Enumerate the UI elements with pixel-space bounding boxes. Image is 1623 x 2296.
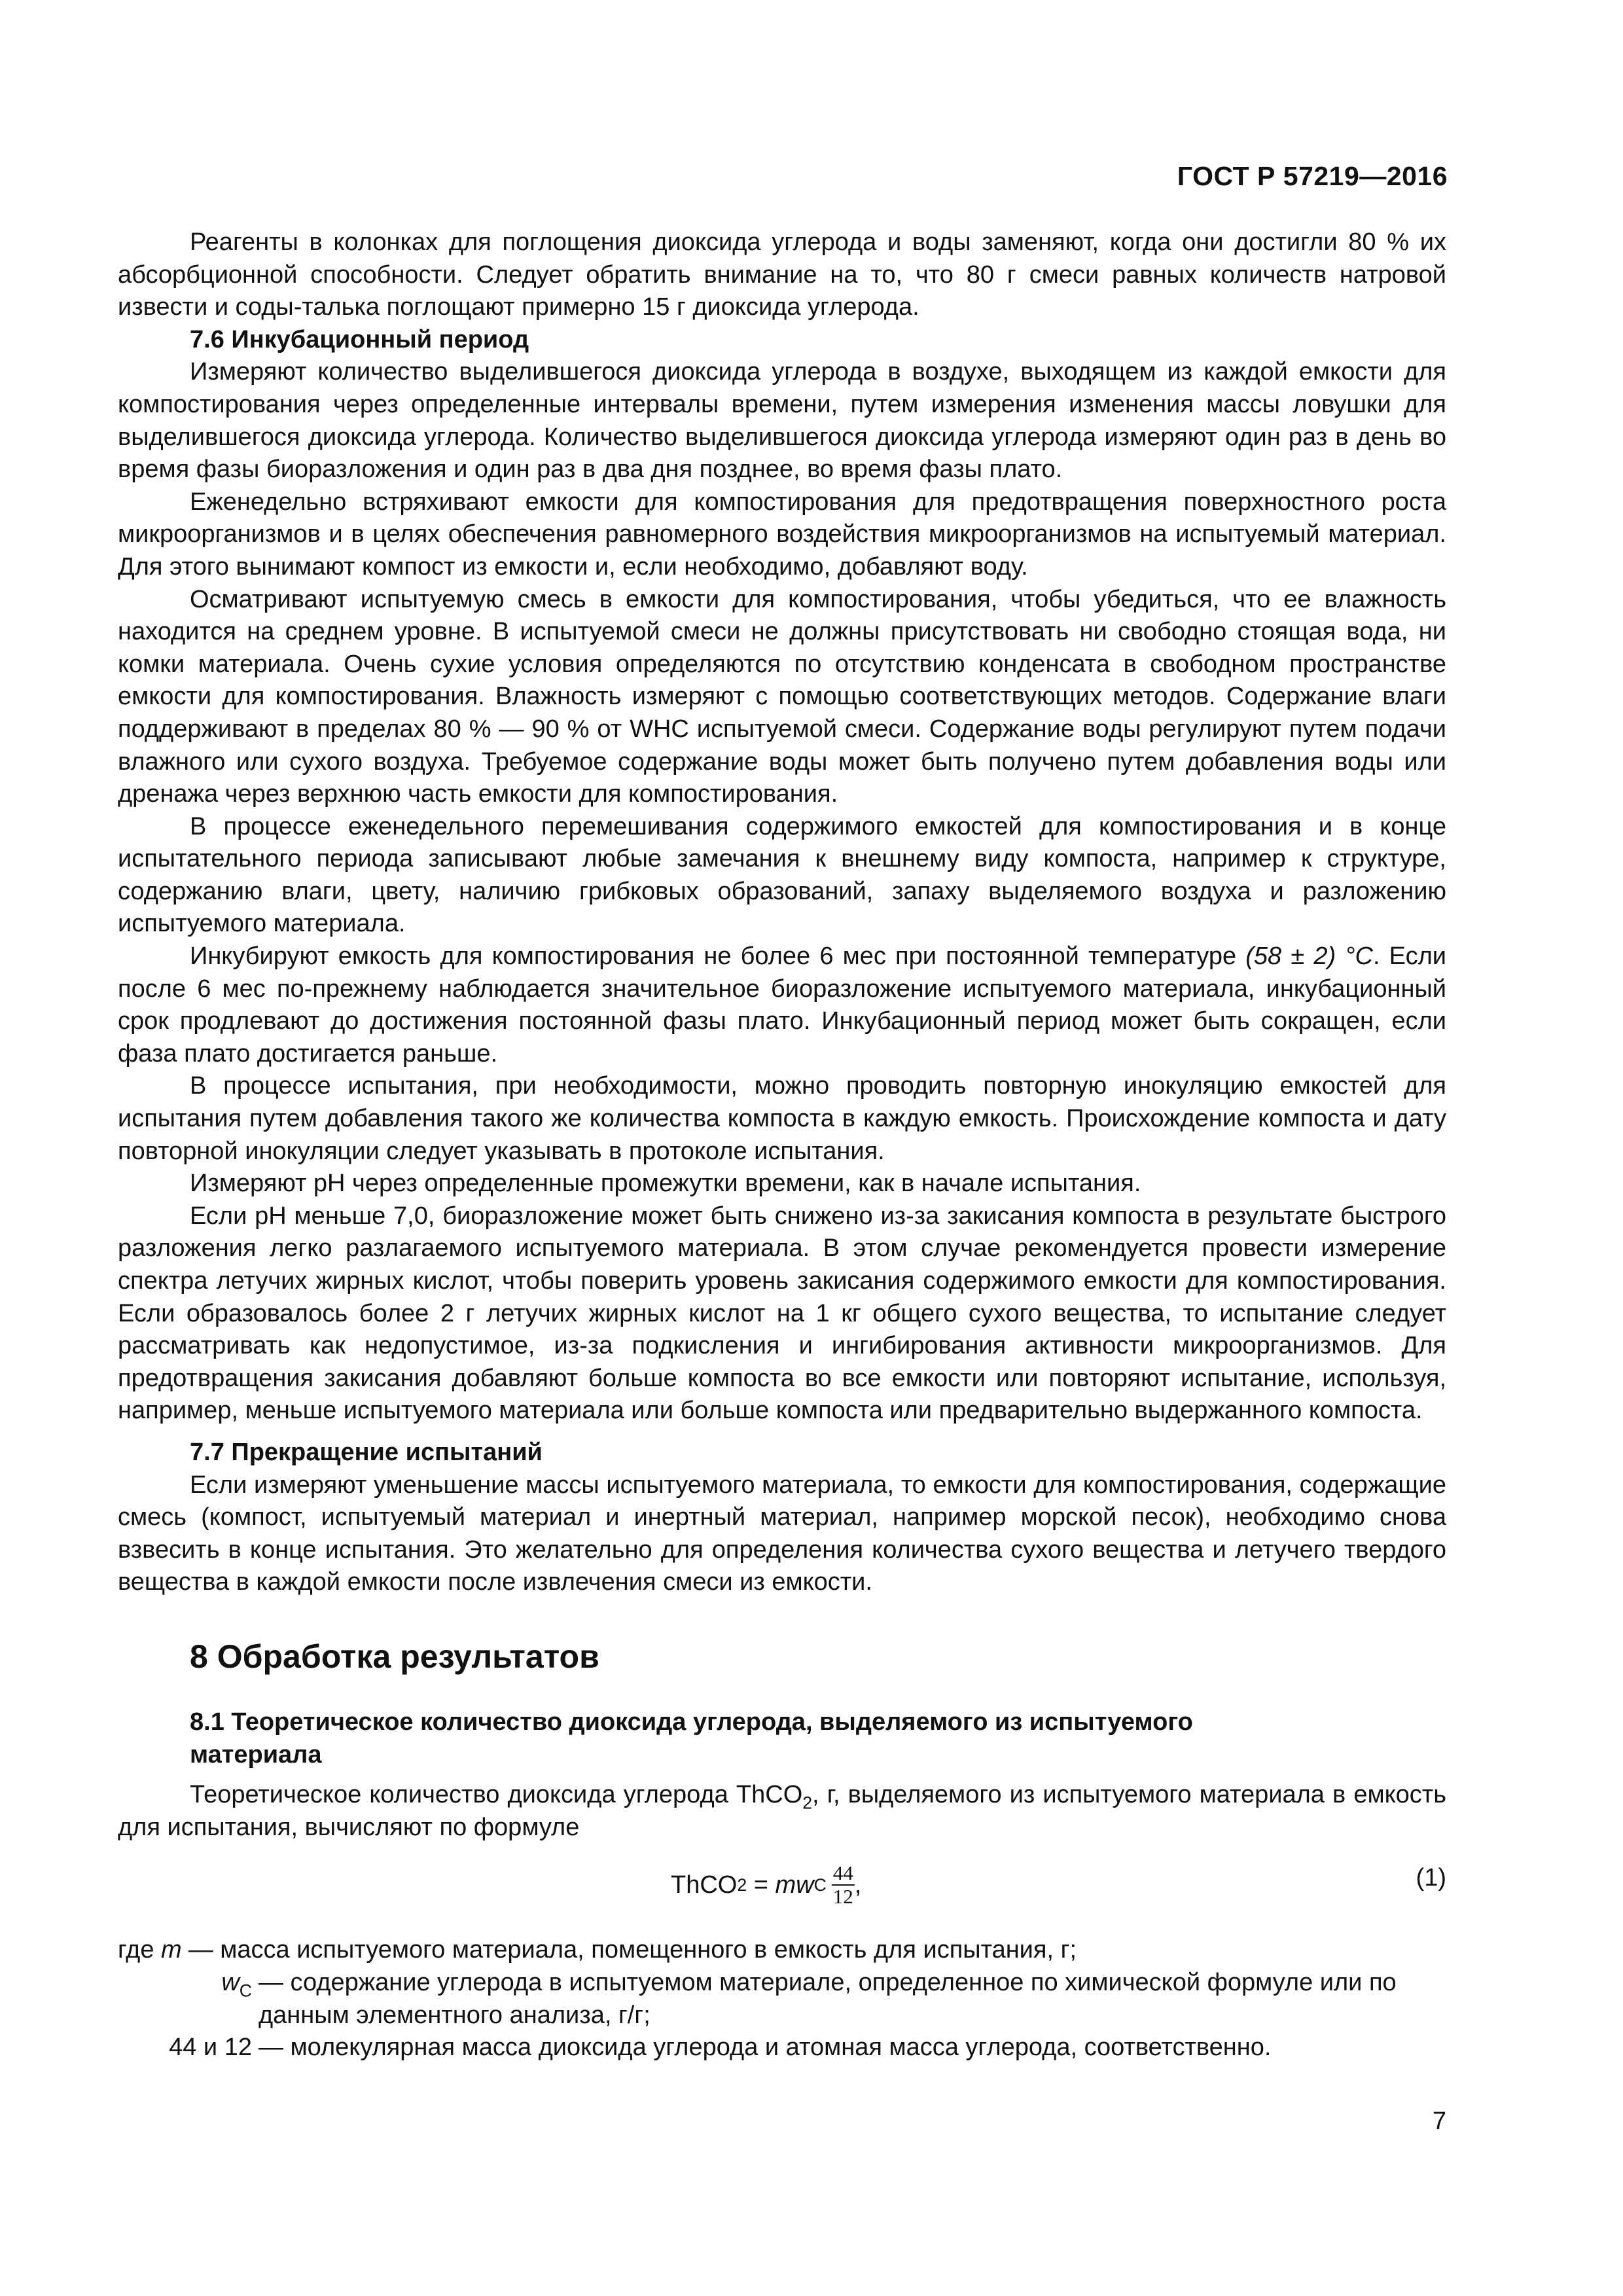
formula-denominator: 12: [832, 1885, 853, 1909]
temperature-value: (58 ± 2) °С: [1245, 942, 1373, 971]
document-designation: ГОСТ Р 57219—2016: [1177, 161, 1448, 191]
definition-term: [118, 1967, 259, 2032]
paragraph-7-6-5: [118, 941, 1446, 1070]
definition-m: [118, 1934, 1446, 1967]
section-7-7-heading: 7.7 Прекращение испытаний: [190, 1438, 543, 1466]
definition-description: — содержание углерода в испытуемом материале, определенное по химической формуле или по данным элементного анализа, г/г;: [259, 1968, 1397, 2029]
definition-symbol-w-subscript: C: [239, 1981, 252, 2001]
definition-symbol-m: m: [161, 1936, 182, 1964]
paragraph-8-1-1-start: Теоретическое количество диоксида углерода ThCO: [190, 1781, 803, 1809]
section-8-1-heading: [118, 1706, 1446, 1771]
definition-symbol-w: w: [221, 1968, 240, 1996]
section-8-1-heading-line1: 8.1 Теоретическое количество диоксида углерода, выделяемого из испытуемого: [190, 1708, 1193, 1736]
formula-number: (1): [1416, 1864, 1446, 1892]
paragraph-7-7-1: Если измеряют уменьшение массы испытуемого материала, то емкости для компостирования, содержащие смесь (компост, испытуемый материал и инертный материал, например морской песок), необходимо снова взвесить в конце испытания. Это желательно для определения количества сухого вещества и летучего твердого вещества в каждой емкости после извлечения смеси из емкости.: [118, 1471, 1446, 1596]
paragraph-7-6-4: В процессе еженедельного перемешивания содержимого емкостей для компостирования и в конце испытательного периода записывают любые замечания к внешнему виду компоста, например к структуре, содержанию влаги, цвету, наличию грибковых образований, запаху выделяемого воздуха и разложению испытуемого материала.: [118, 812, 1446, 938]
formula-equals: =: [747, 1871, 776, 1899]
paragraph-8-1-1-end: , г, выделяемого из испытуемого материала в емкость для испытания, вычисляют по формуле: [118, 1781, 1446, 1841]
definition-44-12: [118, 2032, 1446, 2064]
page-number: 7: [1432, 2108, 1446, 2135]
section-8-1-heading-line2: материала: [190, 1740, 322, 1768]
definitions-list: [118, 1934, 1446, 2064]
co2-subscript: 2: [802, 1793, 813, 1813]
formula-expression: ThCO 2 = m w C $\frac{44}{12}$ ,: [671, 1861, 862, 1909]
paragraph-8-1-1: [118, 1779, 1446, 1844]
paragraph-reagents: Реагенты в колонках для поглощения диоксида углерода и воды заменяют, когда они достигли 80 % их абсорбционной способности. Следует обратить внимание на то, что 80 г смеси равных количеств натровой извести и соды-талька поглощают примерно 15 г диоксида углерода.: [118, 228, 1446, 321]
paragraph-7-6-5-end: . Если после 6 мес по-прежнему наблюдается значительное биоразложение испытуемого материала, инкубационный срок продлевают до достижения постоянной фазы плато. Инкубационный период может быть сокращен, если фаза плато достигается раньше.: [118, 942, 1446, 1067]
definition-wc: [118, 1967, 1446, 2032]
definition-lead-word: где: [118, 1936, 154, 1964]
section-7-6-heading: 7.6 Инкубационный период: [190, 325, 529, 353]
formula-1: [118, 1850, 1446, 1929]
formula-fraction: [832, 1862, 855, 1908]
paragraph-7-6-8: Если рН меньше 7,0, биоразложение может быть снижено из-за закисания компоста в результате быстрого разложения легко разлагаемого испытуемого материала. В этом случае рекомендуется провести измерение спектра летучих жирных кислот, чтобы поверить уровень закисания содержимого емкости для компостирования. Если образовалось более 2 г летучих жирных кислот на 1 кг общего сухого вещества, то испытание следует рассматривать как недопустимое, из-за подкисления и ингибирования активности микроорганизмов. Для предотвращения закисания добавляют больше компоста во все емкости или повторяют испытание, используя, например, меньше испытуемого материала или больше компоста или предварительно выдержанного компоста.: [118, 1202, 1446, 1425]
definition-description: — молекулярная масса диоксида углерода и атомная масса углерода, соответственно.: [259, 2034, 1272, 2062]
paragraph-7-6-1: Измеряют количество выделившегося диоксида углерода в воздухе, выходящем из каждой емкости для компостирования через определенные интервалы времени, путем измерения изменения массы ловушки для выделившегося диоксида углерода. Количество выделившегося диоксида углерода измеряют один раз в день во время фазы биоразложения и один раз в два дня позднее, во время фазы плато.: [118, 358, 1446, 484]
formula-trailing-comma: ,: [854, 1871, 862, 1899]
paragraph-7-6-6: В процессе испытания, при необходимости, можно проводить повторную инокуляцию емкостей для испытания путем добавления такого же количества компоста в каждую емкость. Происхождение компоста и дату повторной инокуляции следует указывать в протоколе испытания.: [118, 1072, 1446, 1165]
paragraph-7-6-2: Еженедельно встряхивают емкости для компостирования для предотвращения поверхностного роста микроорганизмов и в целях обеспечения равномерного воздействия микроорганизмов на испытуемый материал. Для этого вынимают компост из емкости и, если необходимо, добавляют воду.: [118, 488, 1446, 581]
page-body: [118, 226, 1446, 2064]
section-8-heading: 8 Обработка результатов: [190, 1638, 599, 1675]
formula-lhs: ThCO: [671, 1871, 738, 1899]
definition-term: 44 и 12: [169, 2034, 252, 2062]
formula-numerator: 44: [832, 1861, 853, 1885]
definition-term: [118, 1934, 188, 1967]
paragraph-7-6-3: Осматривают испытуемую смесь в емкости для компостирования, чтобы убедиться, что ее влажность находится на среднем уровне. В испытуемой смеси не должны присутствовать ни свободно стоящая вода, ни комки материала. Очень сухие условия определяются по отсутствию конденсата в свободном пространстве емкости для компостирования. Влажность измеряют с помощью соответствующих методов. Содержание влаги поддерживают в пределах 80 % — 90 % от WHC испытуемой смеси. Содержание воды регулируют путем подачи влажного или сухого воздуха. Требуемое содержание воды может быть получено путем добавления воды или дренажа через верхнюю часть емкости для компостирования.: [118, 585, 1446, 808]
paragraph-7-6-7: Измеряют рН через определенные промежутки времени, как в начале испытания.: [190, 1170, 1141, 1198]
formula-mass-symbol: m: [775, 1871, 796, 1899]
paragraph-7-6-5-start: Инкубируют емкость для компостирования не более 6 мес при постоянной температуре: [190, 942, 1246, 971]
definition-description: — масса испытуемого материала, помещенного в емкость для испытания, г;: [188, 1936, 1077, 1964]
formula-carbon-symbol: w: [796, 1871, 814, 1899]
